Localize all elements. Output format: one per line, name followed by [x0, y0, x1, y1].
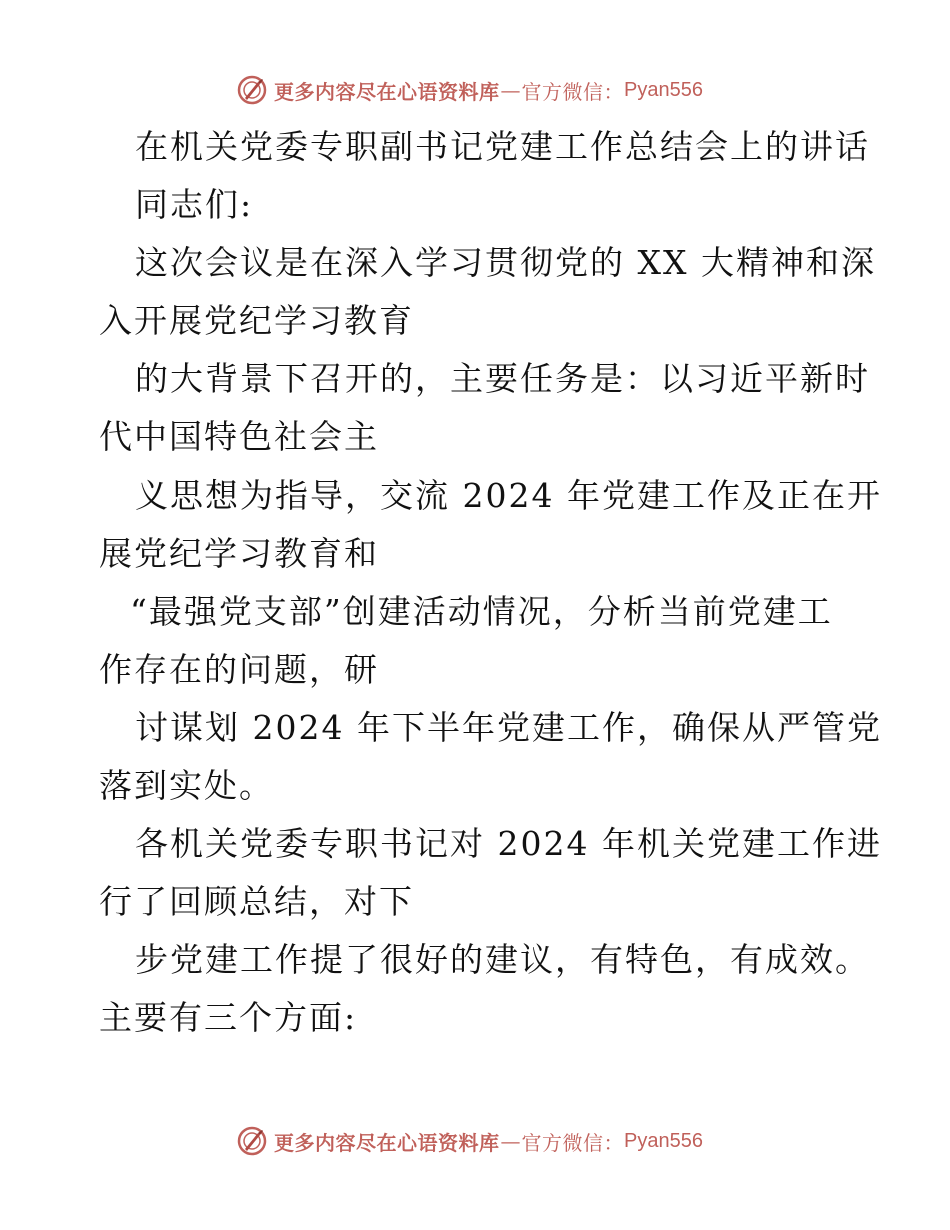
paragraph-line: 这次会议是在深入学习贯彻党的 XX 大精神和深: [135, 243, 876, 282]
paragraph-line: 的大背景下召开的，主要任务是：以习近平新时: [135, 359, 870, 398]
paragraph-line: “最强党支部”创建活动情况，分析当前党建工: [130, 592, 833, 631]
salutation: 同志们:: [135, 185, 254, 224]
watermark-brand: 更多内容尽在心语资料库: [274, 1130, 500, 1155]
watermark-dash: —: [500, 78, 521, 102]
paragraph-line: 义思想为指导，交流 2024 年党建工作及正在开: [135, 476, 882, 515]
paragraph-line: 落到实处。: [99, 766, 274, 805]
watermark-brand: 更多内容尽在心语资料库: [274, 79, 500, 104]
document-title: 在机关党委专职副书记党建工作总结会上的讲话: [135, 127, 870, 166]
paragraph-line: 主要有三个方面:: [99, 998, 358, 1037]
quill-seal-icon: [236, 1125, 268, 1157]
paragraph-line: 入开展党纪学习教育: [99, 301, 414, 340]
paragraph-line: 行了回顾总结，对下: [99, 882, 414, 921]
watermark-wechat-id: Pyan556: [624, 78, 703, 101]
header-watermark: [236, 73, 703, 107]
paragraph-line: 代中国特色社会主: [99, 417, 379, 456]
quill-seal-icon: [236, 74, 268, 106]
paragraph-line: 讨谋划 2024 年下半年党建工作，确保从严管党: [135, 708, 882, 747]
watermark-wechat-label: 官方微信：: [521, 79, 624, 104]
paragraph-line: 步党建工作提了很好的建议，有特色，有成效。: [135, 940, 870, 979]
watermark-dash: —: [500, 1129, 521, 1153]
paragraph-line: 作存在的问题，研: [99, 650, 379, 689]
watermark-wechat-id: Pyan556: [624, 1129, 703, 1152]
watermark-wechat-label: 官方微信：: [521, 1130, 624, 1155]
paragraph-line: 各机关党委专职书记对 2024 年机关党建工作进: [135, 824, 882, 863]
paragraph-line: 展党纪学习教育和: [99, 534, 379, 573]
footer-watermark: [236, 1124, 703, 1158]
